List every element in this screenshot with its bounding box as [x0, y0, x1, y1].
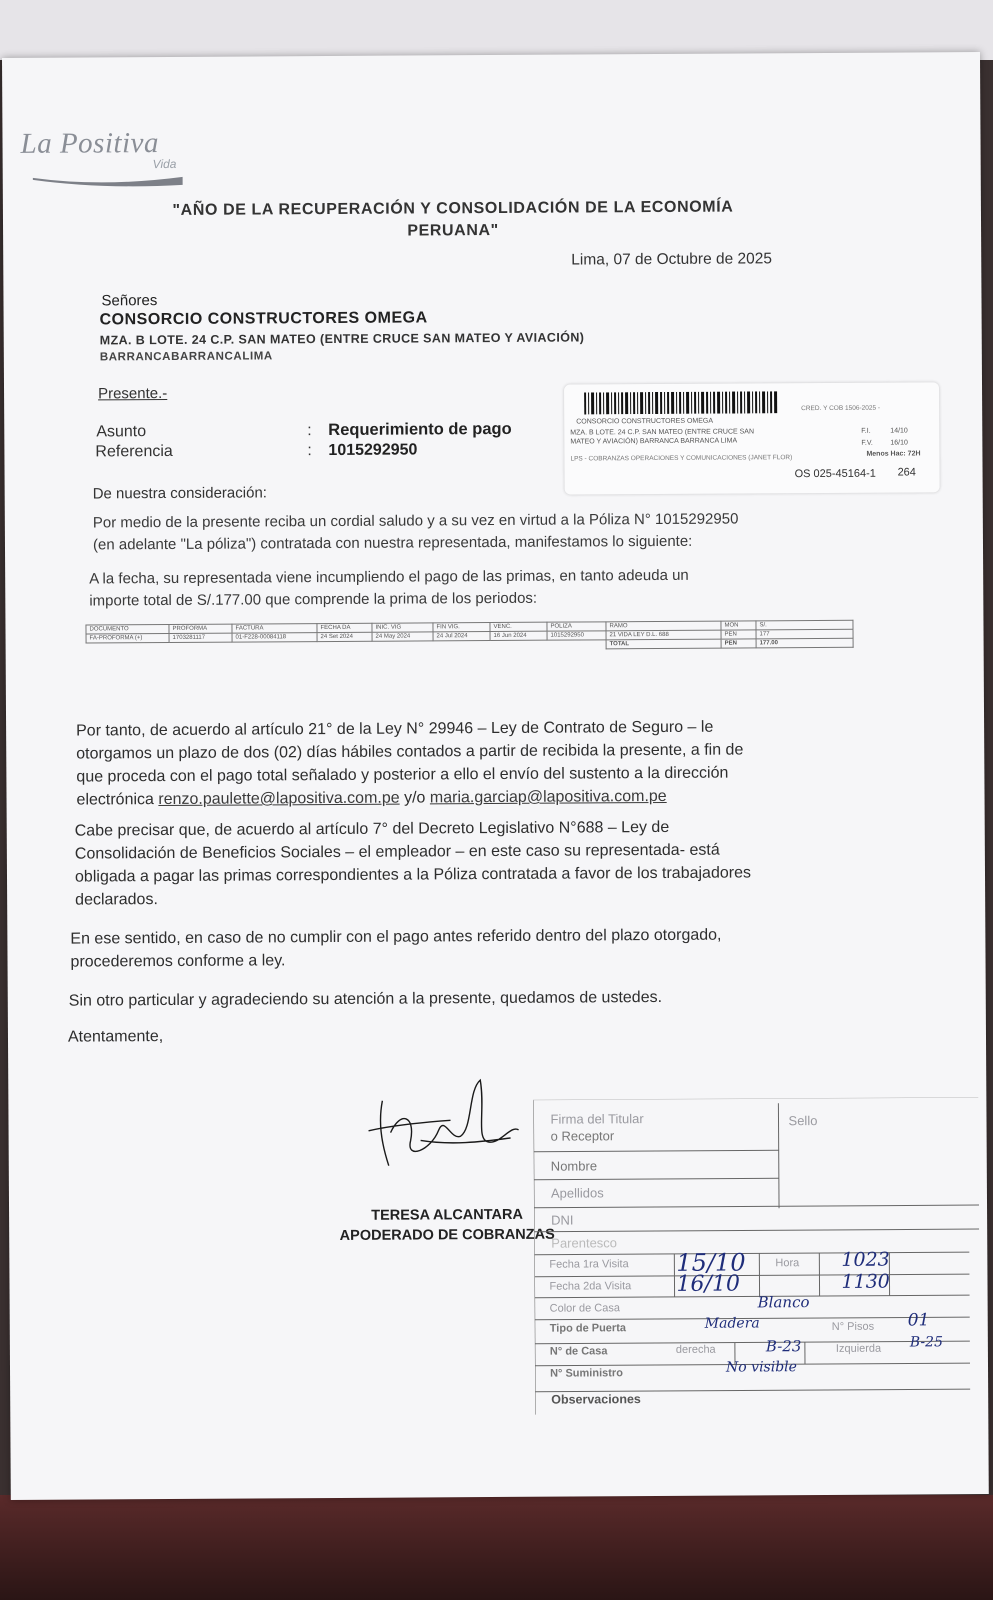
- form-pisos-value: 01: [907, 1310, 930, 1331]
- letter-page: [2, 52, 989, 1500]
- form-pisos-label: N° Pisos: [831, 1320, 875, 1333]
- email-link-2[interactable]: maria.garciap@lapositiva.com.pe: [429, 787, 667, 807]
- presente-label: Presente.-: [98, 384, 168, 403]
- logo-swoosh-icon: [33, 175, 183, 188]
- table-header: POLIZA: [547, 622, 606, 631]
- table-cell: 24 Jul 2024: [433, 632, 490, 641]
- recipient-address: MZA. B LOTE. 24 C.P. SAN MATEO (ENTRE CRUCE SAN MATEO Y AVIACIÓN): [99, 330, 585, 348]
- table-cell: 177: [756, 629, 853, 639]
- table-header: MON: [721, 621, 756, 630]
- greeting: De nuestra consideración:: [92, 484, 267, 503]
- form-parentesco-label: Parentesco: [551, 1235, 618, 1251]
- form-sello-label: Sello: [788, 1113, 818, 1129]
- form-hora1-value: 1023: [841, 1248, 890, 1271]
- form-izquierda-value: B-25: [909, 1334, 944, 1351]
- stamp-address-1: MZA. B LOTE. 24 C.P. SAN MATEO (ENTRE CRUCE SAN: [570, 428, 755, 437]
- table-cell: 1703281117: [169, 633, 232, 642]
- form-hora1-label: Hora: [775, 1257, 800, 1270]
- recipient-city: BARRANCABARRANCALIMA: [99, 350, 273, 364]
- background-top: [0, 0, 993, 60]
- total-value: 177.00: [756, 638, 853, 648]
- form-apellidos-label: Apellidos: [550, 1185, 604, 1201]
- form-hora2-value: 1130: [841, 1270, 890, 1293]
- barcode-icon: [584, 391, 779, 414]
- subject-colon: :: [307, 422, 312, 440]
- table-cell: 01-F228-00084118: [232, 633, 317, 643]
- signer-role: APODERADO DE COBRANZAS: [339, 1226, 555, 1244]
- year-motto: "AÑO DE LA RECUPERACIÓN Y CONSOLIDACIÓN DE LA ECONOMÍA PERUANA": [172, 198, 734, 240]
- form-nombre-label: Nombre: [550, 1158, 598, 1174]
- form-observaciones-label: Observaciones: [551, 1392, 641, 1407]
- table-cell: PEN: [721, 630, 756, 639]
- table-cell: 1015292950: [547, 631, 606, 640]
- form-suministro-value: No visible: [725, 1359, 797, 1376]
- stamp-plazo: Menos Hac: 72H: [866, 450, 921, 458]
- background-bottom: [0, 1495, 993, 1600]
- form-color-value: Blanco: [757, 1293, 810, 1312]
- paragraph-2: A la fecha, su representada viene incumpliendo el pago de las primas, en tanto adeuda un importe total de S/.177.00 que comprende la prima de los periodos:: [89, 566, 689, 610]
- subject-label: Asunto: [96, 423, 147, 441]
- paragraph-3: Por tanto, de acuerdo al artículo 21° de la Ley N° 29946 – Ley de Contrato de Seguro – le otorgamos un plazo de dos (02) días hábiles contados a partir de recibida la presente, a fin de que proceda con el pago total señalado y posterior a ello el envío del sustento a la dirección electrónica renzo.paulette@lapositiva.com.pe y/o maria.garciap@lapositiva.com.pe: [76, 718, 744, 809]
- table-header: FACTURA: [232, 624, 317, 634]
- stamp-address-2: MATEO Y AVIACIÓN) BARRANCA BARRANCA LIMA: [570, 437, 738, 446]
- paragraph-1: Por medio de la presente reciba un cordial saludo y a su vez en virtud a la Póliza N° 1015292950 (en adelante "La póliza") contratada con nuestra representada, manifestamos lo siguiente:: [92, 510, 739, 554]
- reference-colon: :: [307, 442, 312, 460]
- form-casa-value: B-23: [765, 1337, 802, 1356]
- form-color-label: Color de Casa: [549, 1302, 621, 1315]
- table-cell: 21 VIDA LEY D.L. 688: [606, 630, 721, 640]
- salutation: Señores: [101, 292, 158, 310]
- stamp-company: CONSORCIO CONSTRUCTORES OMEGA: [576, 417, 714, 426]
- letter-date: Lima, 07 de Octubre de 2025: [571, 250, 773, 269]
- form-fecha2-value: 16/10: [676, 1271, 740, 1297]
- form-derecha-label: derecha: [675, 1343, 716, 1356]
- total-currency: PEN: [721, 639, 756, 648]
- recipient-company: CONSORCIO CONSTRUCTORES OMEGA: [99, 309, 428, 329]
- stamp-code: OS 025-45164-1: [794, 467, 876, 481]
- table-cell: FA-PROFORMA (+): [86, 633, 169, 643]
- closing: Atentamente,: [67, 1028, 164, 1046]
- table-header: FIN VIG.: [433, 623, 490, 632]
- table-header: FECHA DA: [317, 623, 372, 632]
- signature-image: [360, 1070, 526, 1181]
- table-header: RAMO: [606, 621, 721, 631]
- premium-table: [85, 620, 853, 653]
- form-suministro-label: N° Suministro: [550, 1367, 623, 1380]
- paragraph-5: En ese sentido, en caso de no cumplir con el pago antes referido dentro del plazo otorgado, procederemos conforme a ley.: [70, 926, 722, 971]
- stamp-area: LPS - COBRANZAS OPERACIONES Y COMUNICACIONES (JANET FLOR): [570, 454, 793, 463]
- paragraph-4: Cabe precisar que, de acuerdo al artículo 7° del Decreto Legislativo N°688 – Ley de Consolidación de Beneficios Sociales – el empleador – en este caso su representada- está obligada a pagar las primas correspondientes a la Póliza contratada a favor de los trabajadores declarados.: [74, 818, 752, 909]
- stamp-fv-value: 16/10: [890, 439, 908, 447]
- total-label: TOTAL: [606, 639, 721, 649]
- form-izquierda-label: Izquierda: [835, 1342, 882, 1355]
- stamp-fi-label: F.I.: [861, 427, 871, 435]
- company-logo: La Positiva: [20, 127, 160, 160]
- table-cell: 16 Jun 2024: [490, 631, 547, 640]
- table-header: DOCUMENTO: [86, 624, 169, 634]
- stamp-number: 264: [897, 466, 916, 479]
- stamp-fv-label: F.V.: [861, 439, 873, 447]
- table-header: VENC.: [490, 622, 547, 631]
- form-fecha1-value: 15/10: [676, 1248, 746, 1277]
- stamp-cred: CRED. Y COB 1506-2025 -: [801, 404, 881, 413]
- company-logo-sub: Vida: [152, 156, 177, 172]
- form-receptor-label: o Receptor: [550, 1128, 615, 1144]
- table-cell: 24 Set 2024: [317, 632, 372, 641]
- form-fecha1-label: Fecha 1ra Visita: [549, 1258, 629, 1271]
- stamp-fi-value: 14/10: [890, 427, 908, 435]
- reference-value: 1015292950: [328, 441, 418, 460]
- form-fecha2-label: Fecha 2da Visita: [549, 1280, 632, 1293]
- form-casa-label: N° de Casa: [549, 1345, 608, 1358]
- signer-block: [327, 1207, 567, 1244]
- form-firma-label: Firma del Titular: [550, 1111, 644, 1127]
- table-cell: 24 May 2024: [372, 632, 433, 641]
- table-header: S/.: [756, 620, 853, 630]
- email-link-1[interactable]: renzo.paulette@lapositiva.com.pe: [158, 789, 400, 809]
- subject-value: Requerimiento de pago: [328, 419, 512, 440]
- table-header: INIC. VIG: [372, 623, 433, 632]
- paragraph-6: Sin otro particular y agradeciendo su atención a la presente, quedamos de ustedes.: [68, 988, 663, 1010]
- form-dni-label: DNI: [551, 1212, 574, 1228]
- signer-name: TERESA ALCANTARA: [371, 1206, 523, 1224]
- table-header: PROFORMA: [169, 624, 232, 633]
- form-puerta-label: Tipo de Puerta: [549, 1322, 627, 1335]
- reference-label: Referencia: [95, 442, 173, 461]
- form-puerta-value: Madera: [704, 1315, 760, 1332]
